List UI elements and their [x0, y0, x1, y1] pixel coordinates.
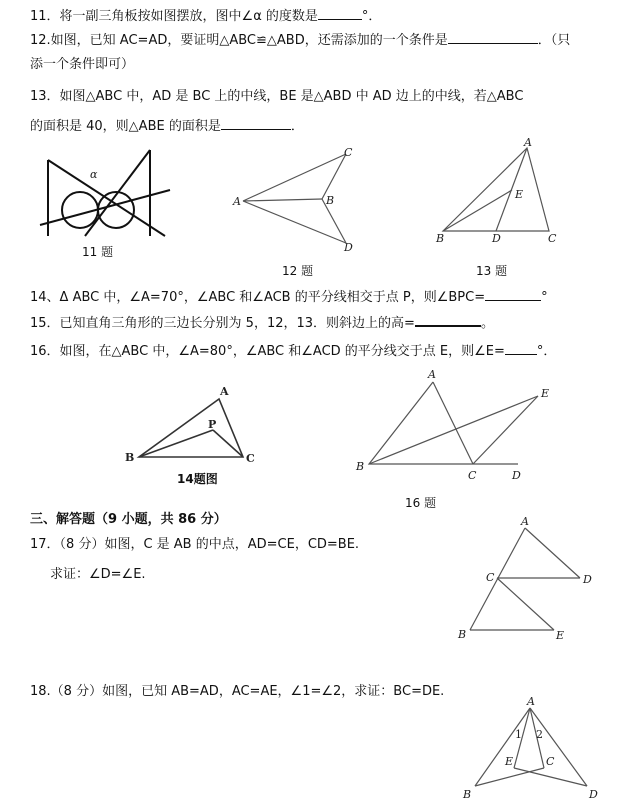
fig12-label-a: A: [233, 195, 241, 208]
fig17-label-b: B: [458, 628, 467, 641]
fig18-label-b: B: [463, 788, 472, 801]
fig18-label-d: D: [589, 788, 598, 801]
question-13: 13．如图△ABC 中，AD 是 BC 上的中线，BE 是△ABD 中 AD 边上的中线，若△ABC: [30, 89, 524, 104]
figure-11-caption: 11 题: [82, 245, 114, 259]
fig17-label-e: E: [556, 629, 565, 642]
fig14-label-a: A: [220, 385, 229, 398]
fig14-label-c: C: [246, 452, 255, 465]
question-12-cont: 添一个条件即可）: [30, 57, 135, 72]
fig14-label-p: P: [208, 418, 217, 431]
fig13-label-e: E: [515, 188, 524, 201]
question-14-text: 14、Δ ABC 中，∠A=70°，∠ABC 和∠ACB 的平分线相交于点 P，则∠BPC=: [30, 290, 486, 305]
question-15-text: 15．已知直角三角形的三边长分别为 5，12，13．则斜边上的高=: [30, 316, 415, 331]
fig18-label-e: E: [505, 755, 514, 768]
fig16-label-b: B: [356, 460, 365, 473]
fig16-label-e: E: [541, 387, 550, 400]
section-3-title: 三、解答题（9 小题，共 86 分）: [30, 512, 227, 527]
question-18: 18.（8 分）如图，已知 AB=AD，AC=AE，∠1=∠2，求证：BC=DE.: [30, 684, 445, 699]
fig13-label-c: C: [548, 232, 557, 245]
fig18-label-c: C: [546, 755, 555, 768]
question-17: 17．（8 分）如图，C 是 AB 的中点，AD=CE，CD=BE.: [30, 537, 360, 552]
fig17-label-a: A: [521, 515, 529, 528]
alpha-label: α: [90, 168, 98, 181]
fig16-label-c: C: [468, 469, 477, 482]
fig17-label-c: C: [486, 571, 495, 584]
question-11-tail: °．: [361, 9, 382, 24]
figure-16-caption: 16 题: [405, 496, 437, 510]
fig14-label-b: B: [125, 451, 135, 464]
question-16-text: 16．如图，在△ABC 中，∠A=80°，∠ABC 和∠ACD 的平分线交于点 E，则∠E=: [30, 344, 505, 359]
figure-14-caption: 14题图: [177, 472, 218, 486]
question-15-tail: 。: [480, 316, 494, 331]
fig16-label-d: D: [512, 469, 521, 482]
fig18-label-a: A: [527, 695, 535, 708]
fig12-label-b: B: [326, 194, 335, 207]
fig18-label-angle-2: 2: [536, 728, 543, 741]
fig13-label-b: B: [436, 232, 445, 245]
fig12-label-c: C: [344, 146, 353, 159]
fig17-label-d: D: [583, 573, 592, 586]
question-11-text: 11．将一副三角板按如图摆放，图中∠α 的度数是: [30, 9, 318, 24]
question-17-proof: 求证：∠D=∠E.: [50, 567, 146, 582]
fig12-label-d: D: [344, 241, 353, 254]
fig16-label-a: A: [428, 368, 436, 381]
question-13-tail: ．: [290, 119, 304, 134]
question-12-tail: ．（只: [537, 33, 571, 48]
question-12-text: 12.如图，已知 AC=AD，要证明△ABC≌△ABD，还需添加的一个条件是: [30, 33, 448, 48]
fig13-label-a: A: [524, 136, 532, 149]
question-16-tail: °．: [536, 344, 557, 359]
question-13-text: 的面积是 40，则△ABE 的面积是: [30, 119, 221, 134]
figure-13-caption: 13 题: [476, 264, 508, 278]
figure-12-caption: 12 题: [282, 264, 314, 278]
question-14-tail: °: [541, 290, 548, 305]
fig13-label-d: D: [492, 232, 501, 245]
fig18-label-angle-1: 1: [515, 728, 522, 741]
